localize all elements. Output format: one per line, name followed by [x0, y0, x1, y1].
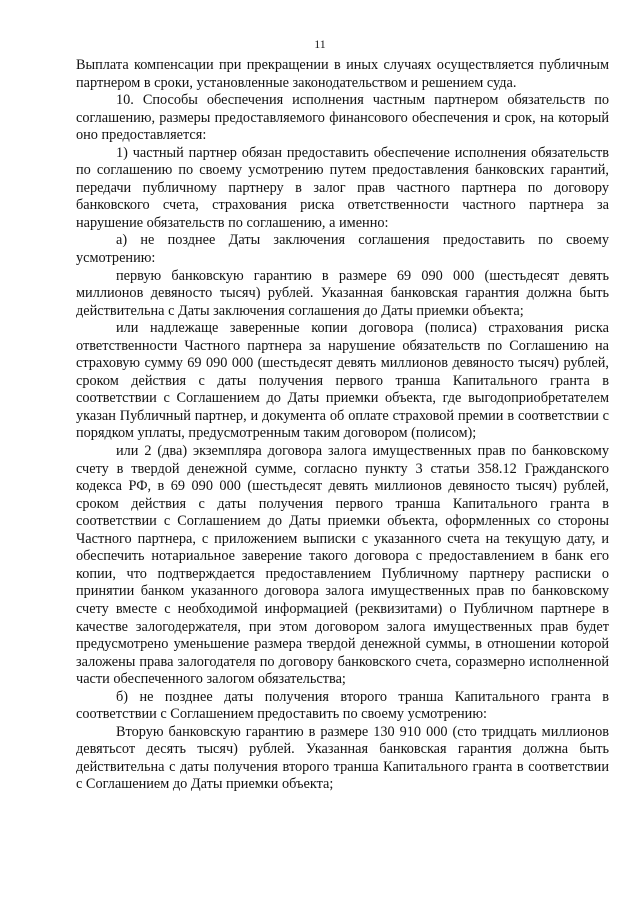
- paragraph-item-b: б) не позднее даты получения второго транша Капитального гранта в соответствии с Соглашением предоставить по своему усмотрению:: [76, 688, 609, 723]
- paragraph-first-bank-guarantee: первую банковскую гарантию в размере 69 090 000 (шестьдесят девять миллионов девяносто тысяч) рублей. Указанная банковская гарантия должна быть действительна с Даты заключения соглашения до Даты приемки объекта;: [76, 267, 609, 319]
- paragraph-section-10-heading: 10. Способы обеспечения исполнения частным партнером обязательств по соглашению, размеры предоставляемого финансового обеспечения и срок, на который оно предоставляется:: [76, 92, 609, 144]
- paragraph-insurance-policy: или надлежаще заверенные копии договора (полиса) страхования риска ответственности Частного партнера за нарушение обязательств по Соглашению на страховую сумму 69 090 000 (шестьдесят девять миллионов девяносто тысяч) рублей, сроком действия с даты получения первого транша Капитального гранта в соответствии с Соглашением до Даты приемки объекта, где выгодоприобретателем указан Публичный партнер, и документа об оплате страховой премии в соответствии с порядком уплаты, предусмотренным таким договором (полисом);: [76, 320, 609, 442]
- paragraph-compensation-payment: Выплата компенсации при прекращении в иных случаях осуществляется публичным партнером в сроки, установленные законодательством и решением суда.: [76, 57, 609, 91]
- paragraph-item-1-obligation: 1) частный партнер обязан предоставить обеспечение исполнения обязательств по соглашению по своему усмотрению путем предоставления банковских гарантий, передачи публичному партнеру в залог прав частного партнера по договору банковского счета, страхования риска ответственности частного партнера за нарушение обязательств по соглашению, а именно:: [76, 144, 609, 231]
- paragraph-item-a: а) не позднее Даты заключения соглашения предоставить по своему усмотрению:: [76, 232, 609, 267]
- paragraph-second-bank-guarantee: Вторую банковскую гарантию в размере 130 910 000 (сто тридцать миллионов девятьсот десять тысяч) рублей. Указанная банковская гарантия должна быть действительна с даты получения второго транша Капитального гранта в соответствии с Соглашением до Даты приемки объекта;: [76, 723, 609, 793]
- paragraph-pledge-agreement: или 2 (два) экземпляра договора залога имущественных прав по банковскому счету в твердой денежной сумме, согласно пункту 3 статьи 358.12 Гражданского кодекса РФ, в 69 090 000 (шестьдесят девять миллионов девяносто тысяч) рублей, сроком действия с даты получения первого транша Капитального гранта в соответствии с Соглашением до Даты приемки объекта, оформленных со стороны Частного партнера, с приложением выписки с указанного счета на текущую дату, и обеспечить нотариальное заверение такого договора с предоставлением в банк его копии, что подтверждается предоставлением Публичному партнеру расписки о принятии банком указанного договора залога имущественных прав по банковскому счету вместе с необходимой информацией (реквизитами) о Публичном партнере в качестве залогодержателя, при этом договором залога имущественных прав будет предусмотрено уменьшение размера твердой денежной суммы, в отношении которой заложены права залогодателя по договору банковского счета, соразмерно исполненной части обеспеченного залогом обязательства;: [76, 443, 609, 688]
- document-body: [76, 57, 609, 794]
- page-number: 11: [314, 37, 326, 51]
